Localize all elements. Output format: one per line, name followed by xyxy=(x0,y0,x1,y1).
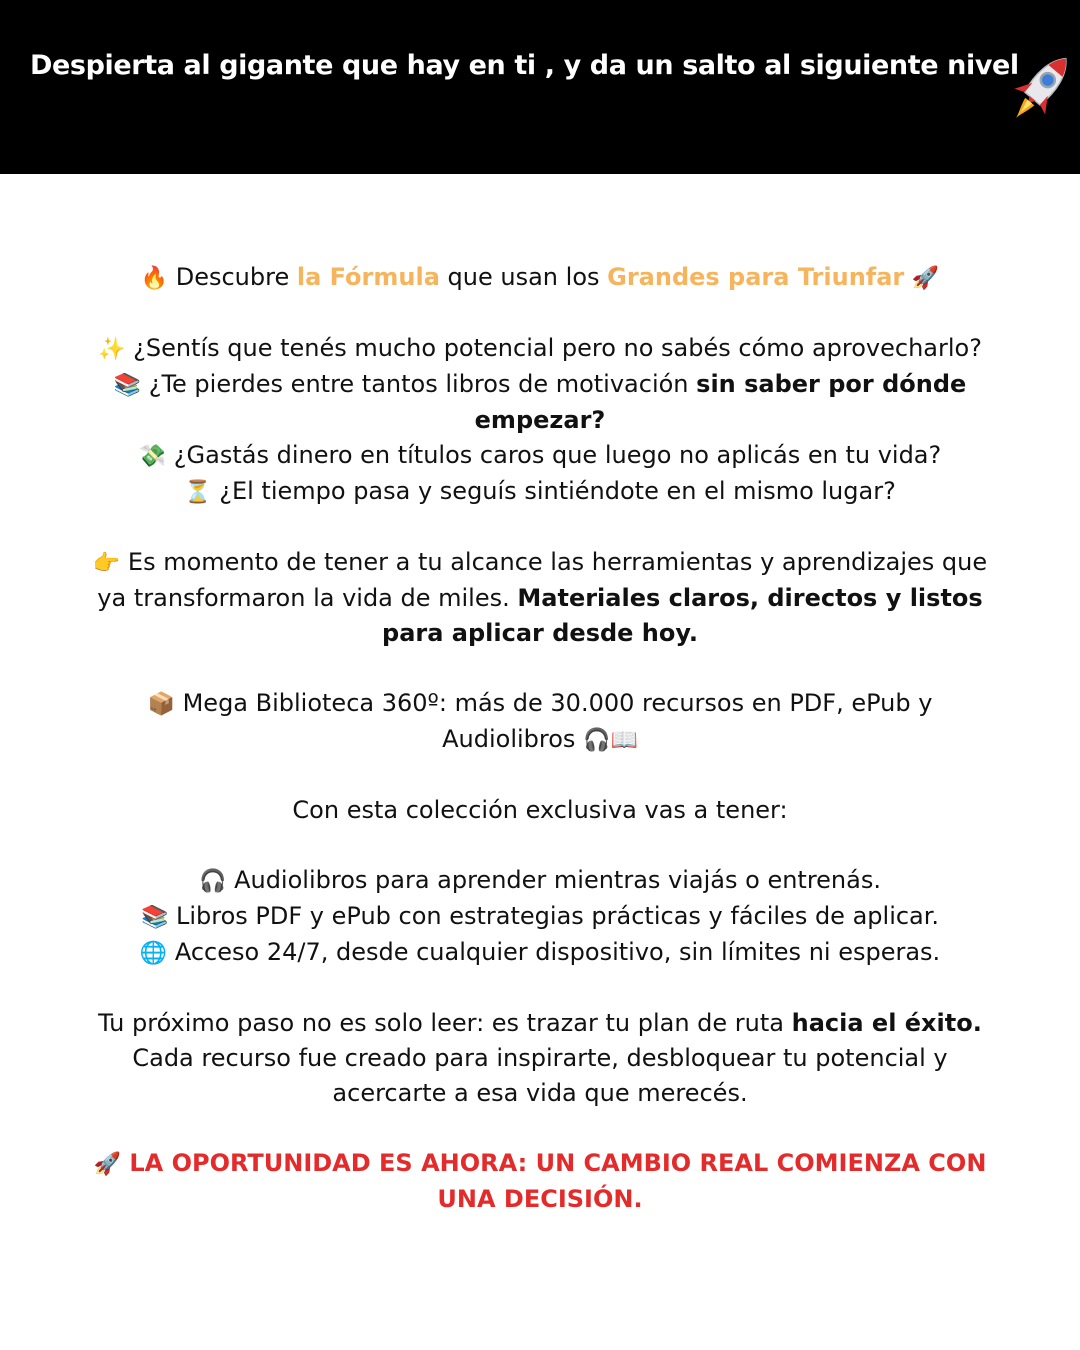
question-item: 💸 ¿Gastás dinero en títulos caros que luego no aplicás en tu vida? xyxy=(138,441,942,469)
benefit-item: 🌐 Acceso 24/7, desde cualquier dispositivo, sin límites ni esperas. xyxy=(139,938,941,966)
main-content xyxy=(90,260,990,1252)
books-icon: 📚 xyxy=(140,905,169,930)
questions-block xyxy=(90,331,990,510)
package-icon: 📦 xyxy=(147,692,175,717)
library-paragraph: 📦 Mega Biblioteca 360º: más de 30.000 recursos en PDF, ePub y Audiolibros 🎧📖 xyxy=(147,689,933,753)
benefit-item: 📚 Libros PDF y ePub con estrategias prácticas y fáciles de aplicar. xyxy=(140,902,940,930)
question-item: ⏳ ¿El tiempo pasa y seguís sintiéndote en el mismo lugar? xyxy=(184,477,896,505)
question-item: 📚 ¿Te pierdes entre tantos libros de motivación sin saber por dónde empezar? xyxy=(113,370,967,434)
rocket-small-icon: 🚀 xyxy=(911,266,940,291)
money-icon: 💸 xyxy=(138,444,167,469)
next-step-paragraph: Tu próximo paso no es solo leer: es trazar tu plan de ruta hacia el éxito. Cada recurso fue creado para inspirarte, desbloquear tu potencial y acercarte a esa vida que merecés. xyxy=(90,1006,990,1111)
pointing-hand-icon: 👉 xyxy=(92,551,121,576)
moment-paragraph: 👉 Es momento de tener a tu alcance las herramientas y aprendizajes que ya transformaron la vida de miles. Materiales claros, directos y listos para aplicar desde hoy. xyxy=(92,548,988,647)
hourglass-icon: ⏳ xyxy=(184,480,212,505)
intro-prefix: Descubre xyxy=(175,263,297,291)
highlight-formula: la Fórmula xyxy=(296,263,440,291)
headphones-book-icon: 🎧📖 xyxy=(583,728,638,753)
highlight-grandes: Grandes para Triunfar xyxy=(607,263,905,291)
rocket-icon xyxy=(1000,42,1080,132)
question-item: ✨ ¿Sentís que tenés mucho potencial pero no sabés cómo aprovecharlo? xyxy=(98,334,982,362)
collection-intro: Con esta colección exclusiva vas a tener: xyxy=(292,796,788,824)
intro-middle: que usan los xyxy=(447,263,608,291)
headphones-icon: 🎧 xyxy=(199,869,227,894)
benefit-item: 🎧 Audiolibros para aprender mientras viajás o entrenás. xyxy=(199,866,881,894)
globe-icon: 🌐 xyxy=(139,941,168,966)
rocket-cta-icon: 🚀 xyxy=(93,1152,121,1177)
intro-line xyxy=(90,260,990,296)
fire-icon: 🔥 xyxy=(140,266,169,291)
header-title: Despierta al gigante que hay en ti , y da un salto al siguiente nivel xyxy=(30,50,1019,81)
books-icon: 📚 xyxy=(113,373,142,398)
benefits-list xyxy=(90,863,990,971)
sparkles-icon: ✨ xyxy=(98,337,126,362)
cta-text: 🚀 LA OPORTUNIDAD ES AHORA: UN CAMBIO REAL COMIENZA CON UNA DECISIÓN. xyxy=(93,1149,987,1213)
next-step-line2: Cada recurso fue creado para inspirarte, desbloquear tu potencial y acercarte a esa vida que merecés. xyxy=(132,1044,948,1107)
header-banner xyxy=(0,0,1080,174)
